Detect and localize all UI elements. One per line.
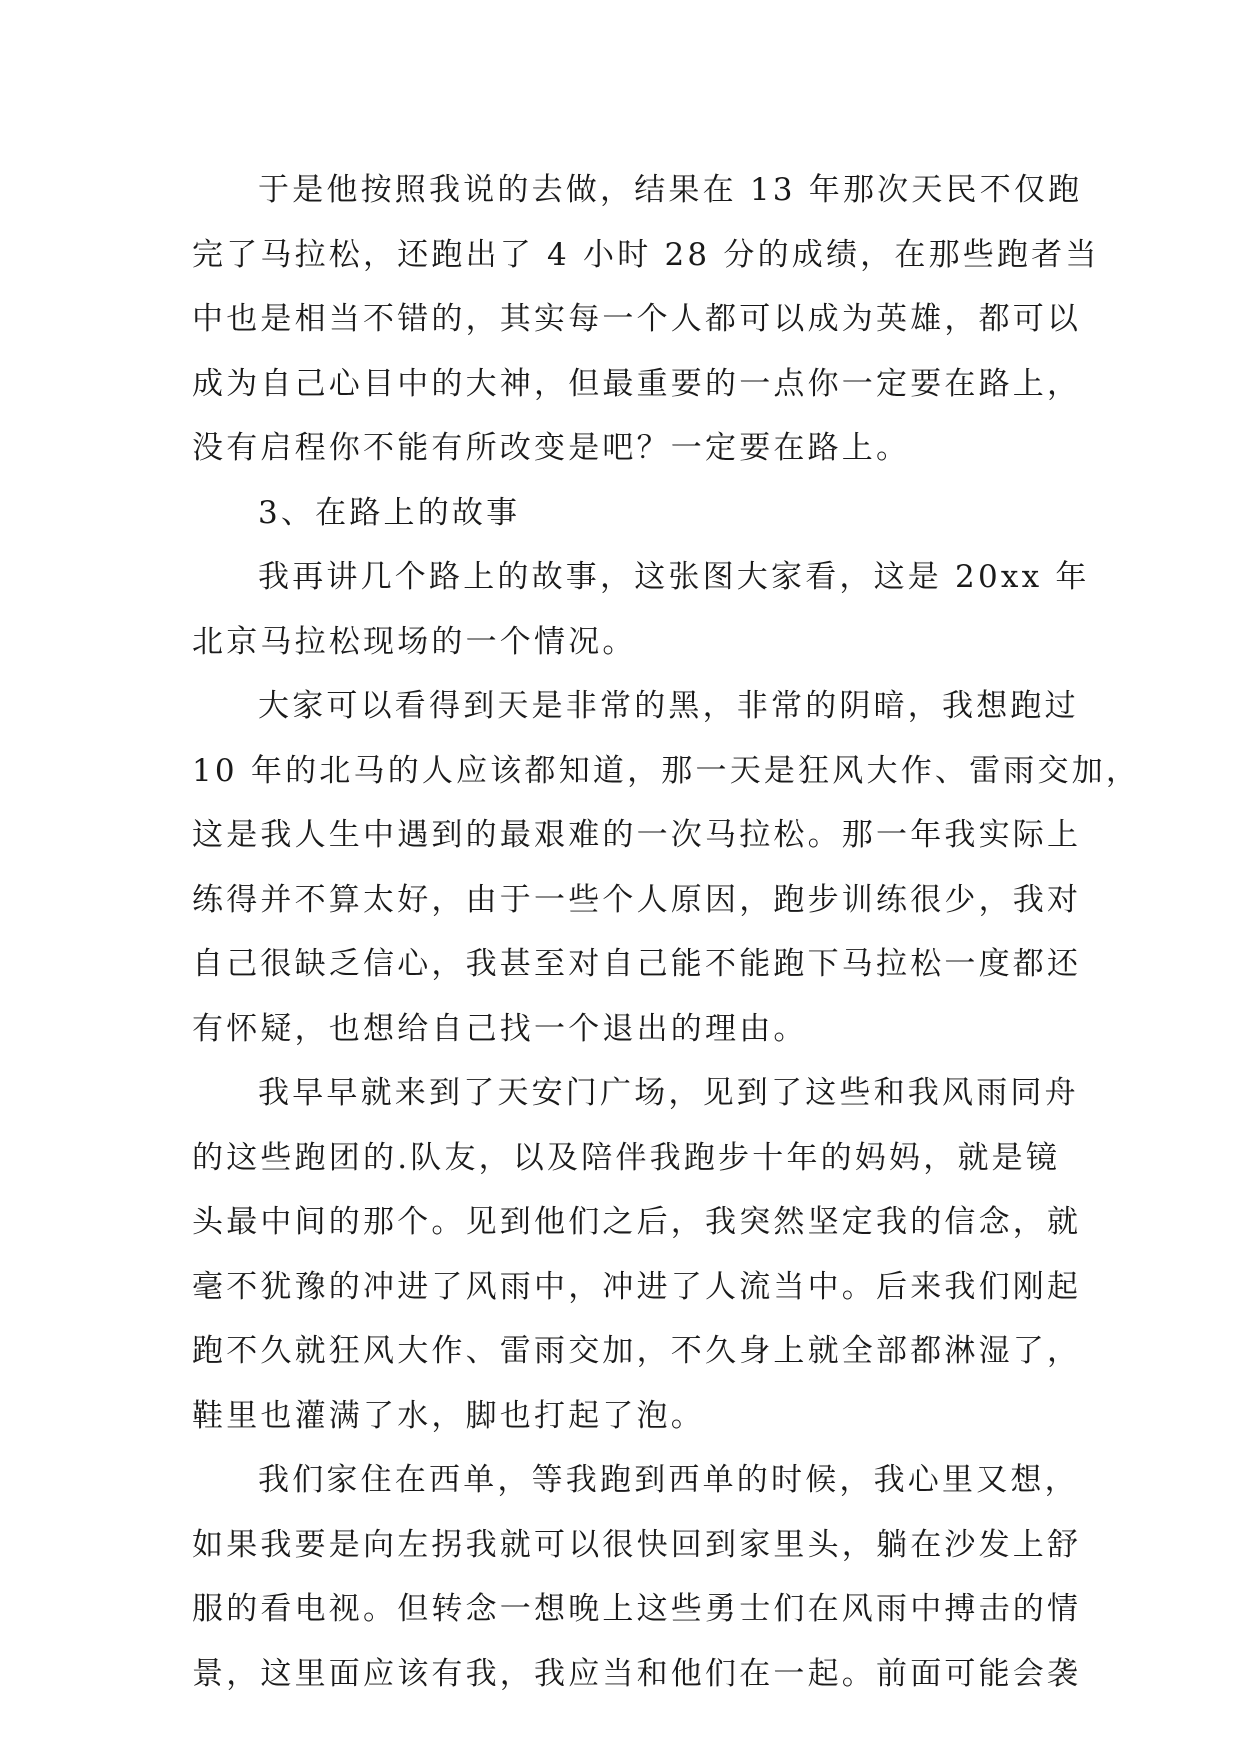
text-line: 大家可以看得到天是非常的黑，非常的阴暗，我想跑过 [258, 688, 1079, 724]
text-line: 中也是相当不错的，其实每一个人都可以成为英雄，都可以 [192, 301, 1082, 337]
text-line: 3、在路上的故事 [258, 494, 521, 531]
text-line: 我再讲几个路上的故事，这张图大家看，这是 20xx 年 [258, 559, 1090, 595]
text-line: 头最中间的那个。见到他们之后，我突然坚定我的信念，就 [192, 1204, 1082, 1240]
text-line: 10 年的北马的人应该都知道，那一天是狂风大作、雷雨交加， [192, 752, 1141, 789]
text-line: 自己很缺乏信心，我甚至对自己能不能跑下马拉松一度都还 [192, 946, 1082, 982]
text-line: 于是他按照我说的去做，结果在 13 年那次天民不仅跑 [258, 172, 1083, 208]
text-line: 如果我要是向左拐我就可以很快回到家里头，躺在沙发上舒 [192, 1526, 1082, 1563]
text-line: 服的看电视。但转念一想晚上这些勇士们在风雨中搏击的情 [192, 1591, 1082, 1627]
text-line: 鞋里也灌满了水，脚也打起了泡。 [192, 1397, 705, 1434]
body-text [192, 158, 1141, 1706]
text-line: 的这些跑团的.队友，以及陪伴我跑步十年的妈妈，就是镜 [192, 1139, 1061, 1176]
text-line: 我们家住在西单，等我跑到西单的时候，我心里又想， [258, 1462, 1079, 1498]
text-line: 完了马拉松，还跑出了 4 小时 28 分的成绩，在那些跑者当 [192, 236, 1100, 273]
text-line: 这是我人生中遇到的最艰难的一次马拉松。那一年我实际上 [192, 817, 1082, 853]
text-line: 毫不犹豫的冲进了风雨中，冲进了人流当中。后来我们刚起 [192, 1268, 1082, 1305]
text-line: 我早早就来到了天安门广场，见到了这些和我风雨同舟 [258, 1075, 1079, 1111]
text-line: 景，这里面应该有我，我应当和他们在一起。前面可能会袭 [192, 1655, 1082, 1692]
text-line: 北京马拉松现场的一个情况。 [192, 623, 637, 660]
text-line: 成为自己心目中的大神，但最重要的一点你一定要在路上， [192, 365, 1082, 402]
text-line: 练得并不算太好，由于一些个人原因，跑步训练很少，我对 [192, 881, 1082, 918]
text-line: 没有启程你不能有所改变是吧？一定要在路上。 [192, 430, 911, 466]
text-line: 有怀疑，也想给自己找一个退出的理由。 [192, 1010, 808, 1047]
text-line: 跑不久就狂风大作、雷雨交加，不久身上就全部都淋湿了， [192, 1333, 1082, 1369]
